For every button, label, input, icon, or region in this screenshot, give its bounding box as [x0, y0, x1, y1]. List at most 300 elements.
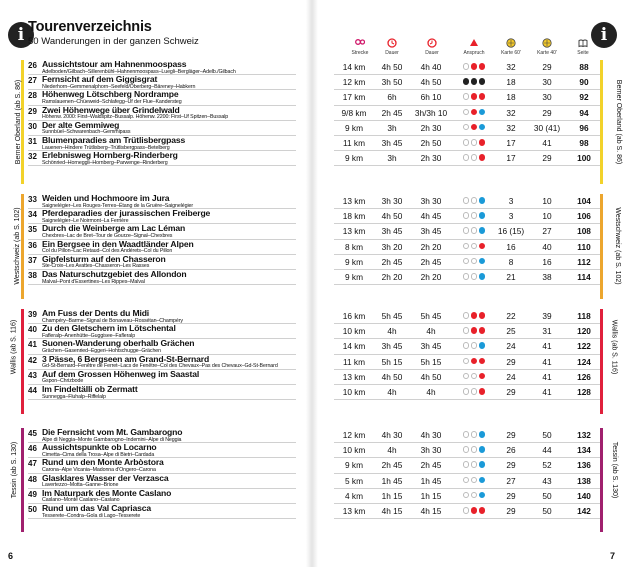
tour-number: 50: [28, 505, 37, 514]
tour-row: [0, 270, 624, 285]
tour-duration-up: 3h 45: [381, 226, 403, 237]
tour-duration-up: 3h 50: [381, 77, 403, 88]
difficulty-dot: [471, 342, 478, 349]
difficulty-dot: [463, 63, 470, 70]
difficulty-dot: [463, 273, 470, 280]
tour-number: 28: [28, 91, 37, 101]
route-icon: [355, 38, 365, 48]
tour-page: 92: [579, 92, 589, 103]
tour-duration-down: 4h 30: [420, 430, 442, 440]
tour-page: 124: [577, 356, 591, 367]
difficulty-dot: [479, 243, 486, 250]
tour-number: 43: [28, 370, 37, 380]
tour-number: 46: [28, 444, 37, 454]
tour-title: Aussichtstour am Hahnenmoospass: [42, 59, 187, 69]
tour-duration-up: 4h: [387, 387, 397, 397]
tour-map60: 29: [506, 506, 516, 516]
tour-map60: 27: [506, 475, 516, 486]
tour-duration-down: 2h 30: [420, 122, 442, 133]
tour-route: Col du Pillon–Lac Retaud–Col des Andérets–Col du Pillon: [42, 248, 173, 255]
tour-route: Chexbres–Lac de Bret–Tour de Gourze–Signal–Chexbres: [42, 232, 173, 239]
tour-title: Durch die Weinberge am Lac Léman: [42, 223, 186, 234]
tour-route: Sunnegga–Fluhalp–Riffelalp: [42, 393, 106, 400]
col-label: Anspruch: [463, 50, 485, 56]
tour-duration-down: 4h: [426, 326, 436, 337]
difficulty-dot: [463, 109, 470, 116]
tour-duration-up: 5h 15: [381, 356, 403, 367]
tour-map60: 22: [506, 311, 516, 321]
tour-duration-up: 3h: [387, 153, 397, 164]
tour-map40: 41: [542, 371, 552, 382]
tour-map40: 39: [542, 311, 552, 321]
section-label-wallis-left: Wallis (ab S. 116): [10, 319, 18, 375]
difficulty-dot: [463, 258, 470, 265]
col-label: Dauer: [425, 50, 439, 56]
tour-map40: 41: [542, 387, 552, 397]
tour-row: [0, 224, 624, 239]
col-label: Dauer: [385, 50, 399, 56]
tour-map60: 24: [506, 371, 516, 382]
tour-row: [0, 151, 624, 166]
difficulty-dot: [463, 312, 470, 319]
info-icon: i: [8, 22, 34, 48]
tour-number: 48: [28, 474, 37, 484]
tour-title: Aussichtspunkte ob Locarno: [42, 442, 157, 453]
tour-number: 42: [28, 355, 37, 365]
tour-row: [0, 255, 624, 270]
tour-row: [0, 504, 624, 519]
tour-page: 128: [577, 387, 591, 397]
tour-title: Auf dem Grossen Höhenweg im Saastal: [42, 368, 200, 379]
tour-distance: 13 km: [342, 226, 366, 237]
tour-map60: 32: [506, 122, 516, 133]
tour-route: Ramslauenen–Chüeweid–Schlafegg–Uf der Flue–Kandersteg: [42, 98, 182, 105]
tour-map60: 18: [506, 77, 516, 88]
tour-map60: 29: [506, 387, 516, 397]
tour-row: [0, 106, 624, 121]
tour-title: Am Fuss der Dents du Midi: [42, 308, 150, 318]
col-label: Strecke: [351, 50, 369, 56]
tour-distance: 12 km: [342, 430, 366, 440]
tour-distance: 5 km: [345, 475, 363, 486]
tour-map40: 27: [542, 226, 552, 237]
tour-title: Im Naturpark des Monte Caslano: [42, 487, 172, 498]
tour-row: [0, 355, 624, 370]
tour-duration-up: 4h 50: [381, 371, 403, 382]
difficulty-dot: [479, 124, 486, 131]
difficulty-dot: [479, 342, 486, 349]
tour-route: Ste-Croix–Les Avattes–Chasseron–Les Rasses: [42, 263, 150, 270]
section-bar-tessin-left: [21, 428, 24, 532]
tour-number: 36: [28, 240, 37, 250]
tour-page: 114: [577, 272, 591, 282]
tour-duration-up: 4h: [387, 326, 397, 337]
tour-page: 122: [577, 341, 591, 352]
tour-distance: 4 km: [345, 490, 363, 501]
tour-map60: 3: [508, 196, 514, 206]
tour-duration-down: 3h 30: [420, 196, 442, 206]
section-label-west-left: Westschweiz (ab S. 102): [14, 207, 22, 285]
difficulty-dot: [479, 327, 486, 334]
tour-row: [0, 458, 624, 473]
difficulty-dot: [479, 273, 486, 280]
tour-map40: 16: [542, 256, 552, 267]
tour-distance: 10 km: [342, 445, 366, 456]
tour-duration-up: 4h 15: [381, 506, 403, 516]
tour-number: 31: [28, 137, 37, 146]
tour-route: Schönried–Horneggli–Hornberg–Parwenge–Rinderberg: [42, 159, 168, 166]
tour-title: Die Fernsicht vom Mt. Gambarogno: [42, 427, 183, 437]
tour-duration-up: 5h 45: [381, 311, 403, 321]
tour-map60: 32: [506, 62, 516, 72]
tour-number: 41: [28, 340, 37, 350]
tour-distance: 9 km: [345, 256, 363, 267]
tour-map60: 32: [506, 107, 516, 118]
tour-title: Glasklares Wasser der Verzasca: [42, 472, 169, 483]
tour-duration-down: 2h 20: [420, 272, 442, 282]
tour-map40: 41: [542, 341, 552, 352]
row-divider: [28, 399, 296, 400]
tour-map60: 21: [506, 272, 516, 282]
tour-map40: 38: [542, 272, 552, 282]
tour-map40: 29: [542, 62, 552, 72]
tour-map40: 10: [542, 196, 552, 206]
col-label: Karte 40': [537, 50, 557, 56]
difficulty-dot: [463, 327, 470, 334]
page-number-left: 6: [8, 551, 14, 561]
tour-title: Erlebnisweg Hornberg-Rinderberg: [42, 150, 178, 161]
tour-title: Ein Bergsee in den Waadtländer Alpen: [42, 238, 194, 249]
tour-title: Der alte Gemmiweg: [42, 119, 120, 130]
tour-distance: 18 km: [342, 211, 366, 222]
col-map60: [491, 38, 531, 58]
tour-route: Fafleralp–Anenhütte–Guggisee–Fafleralp: [42, 332, 136, 339]
tour-map40: 29: [542, 107, 552, 118]
tour-page: 142: [577, 506, 591, 516]
tour-duration-down: 2h 20: [420, 241, 442, 252]
section-label-bern-right: Berner Oberland (ab S. 86): [615, 79, 623, 165]
tour-route: Tesserete–Condra–Gola di Lago–Tesserete: [42, 512, 141, 519]
difficulty-dot: [463, 358, 470, 365]
tour-duration-down: 3h 45: [420, 226, 442, 237]
tour-page: 96: [579, 122, 589, 133]
tour-row: [0, 489, 624, 504]
tour-duration-up: 1h 15: [381, 490, 403, 501]
tour-page: 138: [577, 475, 591, 486]
tour-page: 120: [577, 326, 591, 337]
tour-map40: 52: [542, 460, 552, 471]
tour-distance: 13 km: [342, 196, 366, 206]
difficulty-dot: [463, 507, 470, 514]
tour-page: 126: [577, 371, 591, 382]
tour-duration-up: 3h 20: [381, 241, 403, 252]
tour-duration-down: 4h 50: [420, 371, 442, 382]
difficulty-dot: [463, 477, 470, 484]
difficulty-dot: [471, 124, 478, 131]
difficulty-dot: [471, 477, 478, 484]
tour-duration-up: 2h 45: [381, 256, 403, 267]
difficulty-dot: [479, 109, 486, 116]
tour-map40: 50: [542, 430, 552, 440]
difficulty-dot: [471, 78, 478, 85]
tour-distance: 11 km: [343, 356, 365, 367]
difficulty-dot: [479, 154, 486, 161]
tour-map40: 50: [542, 506, 552, 516]
difficulty-dot: [471, 373, 478, 380]
tour-distance: 9 km: [345, 272, 363, 282]
difficulty-dot: [463, 243, 470, 250]
difficulty-dot: [471, 388, 478, 395]
col-map40: [527, 38, 567, 58]
row-divider: [28, 165, 296, 166]
tour-number: 39: [28, 310, 37, 319]
difficulty-dot: [471, 446, 478, 453]
page-number-right: 7: [610, 551, 616, 561]
tour-distance: 11 km: [343, 138, 365, 148]
tour-number: 30: [28, 121, 37, 131]
tour-page: 134: [577, 445, 591, 456]
col-duration-down: [412, 38, 452, 58]
tour-map60: 3: [508, 211, 514, 222]
tour-row: [0, 428, 624, 443]
tour-title: Rund um den Monte Arbòstora: [42, 457, 164, 468]
difficulty-dot: [479, 258, 486, 265]
difficulty-dot: [463, 93, 470, 100]
tour-duration-down: 5h 15: [420, 356, 442, 367]
tour-map40: 44: [542, 445, 552, 456]
tour-page: 118: [577, 311, 591, 321]
tour-title: Suonen-Wanderung oberhalb Grächen: [42, 338, 195, 349]
difficulty-dot: [463, 492, 470, 499]
tour-page: 132: [577, 430, 591, 440]
difficulty-dot: [463, 446, 470, 453]
tour-page: 94: [579, 107, 589, 118]
tour-title: Pferdeparadies der jurassischen Freiberge: [42, 208, 211, 219]
tour-route: Lauenen–Hindere Trütlisberg–Trütlisbergpass–Betelberg: [42, 144, 170, 151]
tour-title: Das Naturschutzgebiet des Allondon: [42, 269, 187, 279]
tour-duration-down: 3h 45: [420, 341, 442, 352]
tour-duration-down: 4h 50: [420, 77, 442, 88]
tour-map60: 18: [506, 92, 516, 103]
section-bar-west-right: [600, 194, 603, 299]
section-label-bern-left: Berner Oberland (ab S. 86): [15, 79, 23, 165]
col-page: [563, 38, 603, 58]
tour-title: Blumenparadies am Trütlisbergpass: [42, 135, 186, 145]
difficulty-dot: [479, 507, 486, 514]
tour-number: 33: [28, 195, 37, 204]
tour-number: 29: [28, 106, 37, 116]
tour-map40: 10: [542, 211, 552, 222]
tour-number: 38: [28, 271, 37, 280]
tour-route: Saignelégier–Les Rouges-Terres–Étang de la Gruère–Saignelégier: [42, 202, 194, 209]
tour-number: 37: [28, 255, 37, 265]
difficulty-dot: [463, 342, 470, 349]
tour-title: Fernsicht auf dem Giggisgrat: [42, 74, 158, 85]
map-icon: [506, 38, 516, 48]
tour-distance: 14 km: [342, 341, 366, 352]
tour-map40: 43: [542, 475, 552, 486]
tour-row: [0, 209, 624, 224]
tour-number: 44: [28, 386, 37, 395]
tour-title: Im Findeltälli ob Zermatt: [42, 384, 138, 394]
tour-distance: 9/8 km: [341, 107, 367, 118]
section-bar-bern-right: [600, 60, 603, 184]
tour-route: Grächen–Gasenried–Eggeri–Hohtschugge–Grächen: [42, 347, 161, 354]
tour-row: [0, 194, 624, 209]
difficulty-dots: [457, 388, 491, 406]
tour-number: 27: [28, 76, 37, 86]
difficulty-dot: [471, 154, 478, 161]
tour-number: 34: [28, 210, 37, 220]
tour-route: Gd-St-Bernard–Fenêtre de Ferret–Lacs de Fenêtre–Col des Chevaux–Pas des Chevaux–Gd-St-Bernard: [42, 363, 278, 370]
tour-distance: 12 km: [342, 77, 366, 88]
tour-number: 49: [28, 489, 37, 499]
difficulty-dot: [471, 109, 478, 116]
difficulty-dot: [479, 78, 486, 85]
tour-duration-up: 4h 50: [381, 211, 403, 222]
tour-page: 140: [577, 490, 591, 501]
difficulty-dot: [471, 243, 478, 250]
difficulty-dot: [479, 388, 486, 395]
tour-number: 47: [28, 459, 37, 469]
tour-number: 32: [28, 152, 37, 162]
difficulty-dot: [463, 212, 470, 219]
tour-route: Höhenw. 2000: First–Waldspitz–Bussalp. Höhenw. 2200: First–Uf Spitzen–Bussalp: [42, 114, 229, 121]
row-divider: [28, 284, 296, 285]
tour-distance: 16 km: [342, 311, 366, 321]
tour-map40: 41: [542, 138, 552, 148]
tour-map60: 8: [508, 256, 514, 267]
tour-route: Alpe di Neggia–Monte Gambarogno–Indemini–Alpe di Neggia: [42, 436, 182, 443]
tour-page: 98: [579, 138, 589, 148]
tour-page: 136: [577, 460, 591, 471]
section-bar-wallis-left: [21, 309, 24, 414]
tour-duration-down: 1h 15: [420, 490, 442, 501]
difficulty-dot: [471, 327, 478, 334]
tour-map40: 30: [542, 92, 552, 103]
section-bar-wallis-right: [600, 309, 603, 414]
difficulty-dot: [479, 312, 486, 319]
difficulty-dots: [457, 273, 491, 291]
section-label-west-right: Westschweiz (ab S. 102): [614, 207, 622, 285]
difficulty-dot: [479, 446, 486, 453]
tour-duration-up: 3h 30: [381, 196, 403, 206]
difficulty-dot: [471, 358, 478, 365]
tour-row: [0, 309, 624, 324]
tour-page: 110: [577, 241, 591, 252]
tour-duration-up: 2h 45: [381, 107, 403, 118]
tour-distance: 17 km: [342, 92, 366, 103]
difficulty-dot: [479, 227, 486, 234]
tour-title: 3 Pässe, 6 Bergseen am Grand-St-Bernard: [42, 353, 210, 364]
difficulty-dots: [457, 507, 491, 525]
section-label-wallis-right: Wallis (ab S. 116): [610, 319, 618, 375]
section-bar-west-left: [21, 194, 24, 299]
tour-map60: 16: [506, 241, 516, 252]
tour-map40: 29: [542, 153, 552, 164]
tour-route: Lavertezzo–Motta–Ganne–Brione: [42, 482, 119, 489]
col-duration-up: [372, 38, 412, 58]
tour-duration-up: 4h 50: [381, 62, 403, 72]
difficulty-dot: [471, 93, 478, 100]
tour-map60: 16 (15): [497, 226, 525, 237]
tour-distance: 14 km: [342, 62, 366, 72]
difficulty-dot: [471, 63, 478, 70]
map-icon-2: [542, 38, 552, 48]
tour-map60: 26: [506, 445, 516, 456]
difficulty-dot: [479, 492, 486, 499]
tour-distance: 13 km: [342, 371, 366, 382]
tour-map60: 29: [506, 490, 516, 501]
tour-distance: 10 km: [342, 387, 366, 397]
difficulty-dot: [471, 197, 478, 204]
difficulty-dot: [479, 139, 486, 146]
col-label: Karte 60': [501, 50, 521, 56]
tour-page: 106: [577, 211, 591, 222]
section-label-tessin-right: Tessin (ab S. 130): [610, 441, 618, 499]
difficulty-dot: [463, 227, 470, 234]
tour-page: 100: [577, 153, 591, 164]
tour-route: Saignelégier–Le Noirmont–La Ferrière: [42, 217, 129, 224]
tour-duration-down: 4h: [426, 387, 436, 397]
col-difficulty: [454, 38, 494, 58]
tour-duration-up: 2h 45: [381, 460, 403, 471]
section-bar-tessin-right: [600, 428, 603, 532]
tour-duration-down: 6h 10: [420, 92, 442, 103]
tour-duration-up: 2h 20: [381, 272, 403, 282]
tour-route: Caslano–Monte Caslano–Caslano: [42, 497, 120, 504]
tour-map60: 29: [506, 460, 516, 471]
tour-route: Adelboden/Gilbach–Sillerenbühl–Hahnenmoospass–Luegli–Bergläger–Adelb./Gilbach: [42, 68, 236, 75]
tour-map40: 30: [542, 77, 552, 88]
difficulty-dot: [479, 373, 486, 380]
tour-map60: 29: [506, 356, 516, 367]
tour-duration-down: 2h 30: [420, 153, 442, 164]
difficulty-dot: [479, 197, 486, 204]
difficulty-dot: [471, 492, 478, 499]
tour-distance: 9 km: [345, 122, 363, 133]
tour-duration-up: 3h: [387, 122, 397, 133]
tour-row: [0, 240, 624, 255]
tour-route: Gspon–Chrizbode: [42, 378, 84, 385]
tour-title: Weiden und Hochmoore im Jura: [42, 193, 170, 203]
difficulty-dot: [471, 258, 478, 265]
tour-row: [0, 385, 624, 400]
tour-duration-down: 4h 40: [420, 62, 442, 72]
difficulty-dot: [471, 312, 478, 319]
difficulty-dots: [457, 154, 491, 172]
difficulty-dot: [463, 78, 470, 85]
tour-page: 108: [577, 226, 591, 237]
difficulty-dot: [471, 139, 478, 146]
tour-title: Rund um das Val Capriasca: [42, 503, 151, 513]
tour-duration-down: 1h 45: [420, 475, 442, 486]
difficulty-dot: [479, 431, 486, 438]
tour-row: [0, 443, 624, 458]
difficulty-dot: [463, 373, 470, 380]
tour-distance: 9 km: [345, 153, 363, 164]
difficulty-dot: [479, 461, 486, 468]
tour-number: 26: [28, 61, 37, 70]
difficulty-dot: [471, 273, 478, 280]
tour-row: [0, 90, 624, 105]
tour-duration-up: 1h 45: [381, 475, 403, 486]
tour-duration-down: 3h/3h 10: [414, 107, 448, 118]
tour-duration-up: 4h 30: [381, 430, 403, 440]
tour-duration-down: 2h 45: [420, 256, 442, 267]
difficulty-dot: [471, 227, 478, 234]
tour-row: [0, 136, 624, 151]
